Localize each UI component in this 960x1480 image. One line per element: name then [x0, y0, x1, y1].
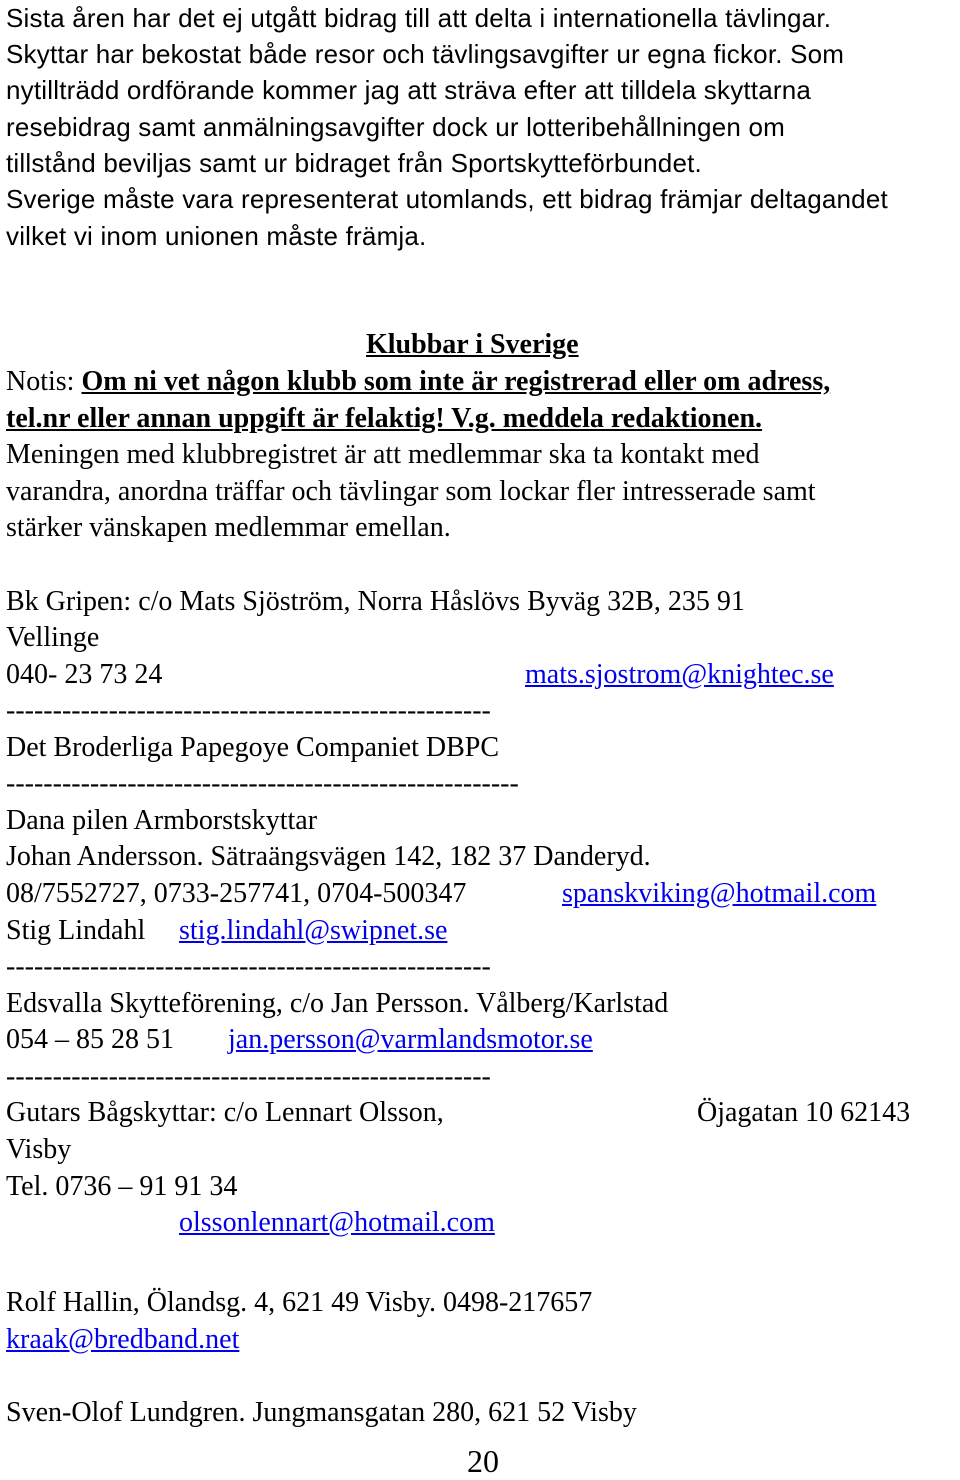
edsvalla-phone: 054 – 85 28 51 — [6, 1024, 174, 1055]
purpose-line-3: stärker vänskapen medlemmar emellan. — [6, 512, 451, 543]
separator-4: ---------------------------------------------------- — [6, 1061, 491, 1092]
dbpc-name: Det Broderliga Papegoye Companiet DBPC — [6, 732, 500, 763]
dana-contact: Johan Andersson. Sätraängsvägen 142, 182 37 Danderyd. — [6, 841, 651, 872]
edsvalla-line-1: Edsvalla Skytteförening, c/o Jan Persson. Vålberg/Karlstad — [6, 988, 669, 1019]
edsvalla-email-link[interactable]: jan.persson@varmlandsmotor.se — [228, 1024, 593, 1055]
notice-line-1 — [6, 364, 830, 400]
hallin-email-link[interactable]: kraak@bredband.net — [6, 1324, 240, 1355]
purpose-line-1: Meningen med klubbregistret är att medlemmar ska ta kontakt med — [6, 439, 760, 470]
section-heading: Klubbar i Sverige — [366, 329, 579, 360]
separator-2: ------------------------------------------------------- — [6, 768, 519, 799]
gutars-email-link[interactable]: olssonlennart@hotmail.com — [179, 1207, 495, 1238]
gripen-line-2: Vellinge — [6, 622, 100, 653]
intro-line-3: nytillträdd ordförande kommer jag att sträva efter att tilldela skyttarna — [6, 75, 812, 105]
purpose-line-2: varandra, anordna träffar och tävlingar som lockar fler intresserade samt — [6, 476, 816, 507]
intro-line-4: resebidrag samt anmälningsavgifter dock ur lotteribehållningen om — [6, 112, 785, 142]
dana-contact2-name: Stig Lindahl — [6, 915, 146, 946]
gutars-line-1-left: Gutars Bågskyttar: c/o Lennart Olsson, — [6, 1097, 444, 1128]
dana-email-link[interactable]: spanskviking@hotmail.com — [562, 878, 877, 909]
intro-line-7: vilket vi inom unionen måste främja. — [6, 221, 427, 251]
gutars-line-1-right: Öjagatan 10 62143 — [697, 1097, 911, 1128]
gutars-line-2: Visby — [6, 1134, 72, 1165]
notice-text-1: Om ni vet någon klubb som inte är registrerad eller om adress, — [81, 366, 831, 397]
gutars-phone: Tel. 0736 – 91 91 34 — [6, 1171, 238, 1202]
separator-1: ---------------------------------------------------- — [6, 695, 491, 726]
gripen-line-1: Bk Gripen: c/o Mats Sjöström, Norra Håslövs Byväg 32B, 235 91 — [6, 586, 745, 617]
hallin-line-1: Rolf Hallin, Ölandsg. 4, 621 49 Visby. 0498-217657 — [6, 1287, 593, 1318]
intro-line-5: tillstånd beviljas samt ur bidraget från Sportskytteförbundet. — [6, 148, 702, 178]
dana-name: Dana pilen Armborstskyttar — [6, 805, 318, 836]
notice-label: Notis: — [6, 366, 82, 397]
dana-contact2-email-link[interactable]: stig.lindahl@swipnet.se — [179, 915, 448, 946]
separator-3: ---------------------------------------------------- — [6, 951, 491, 982]
page-number: 20 — [467, 1443, 499, 1479]
intro-line-6: Sverige måste vara representerat utomlands, ett bidrag främjar deltagandet — [6, 184, 888, 214]
intro-line-1: Sista åren har det ej utgått bidrag till att delta i internationella tävlingar. — [6, 3, 832, 33]
gripen-phone: 040- 23 73 24 — [6, 659, 163, 690]
intro-line-2: Skyttar har bekostat både resor och tävlingsavgifter ur egna fickor. Som — [6, 39, 845, 69]
dana-phones: 08/7552727, 0733-257741, 0704-500347 — [6, 878, 467, 909]
notice-line-2: tel.nr eller annan uppgift är felaktig! V.g. meddela redaktionen. — [6, 403, 763, 434]
gripen-email-link[interactable]: mats.sjostrom@knightec.se — [525, 659, 834, 690]
lundgren-line-1: Sven-Olof Lundgren. Jungmansgatan 280, 621 52 Visby — [6, 1397, 637, 1428]
dana-contact2 — [6, 913, 145, 949]
